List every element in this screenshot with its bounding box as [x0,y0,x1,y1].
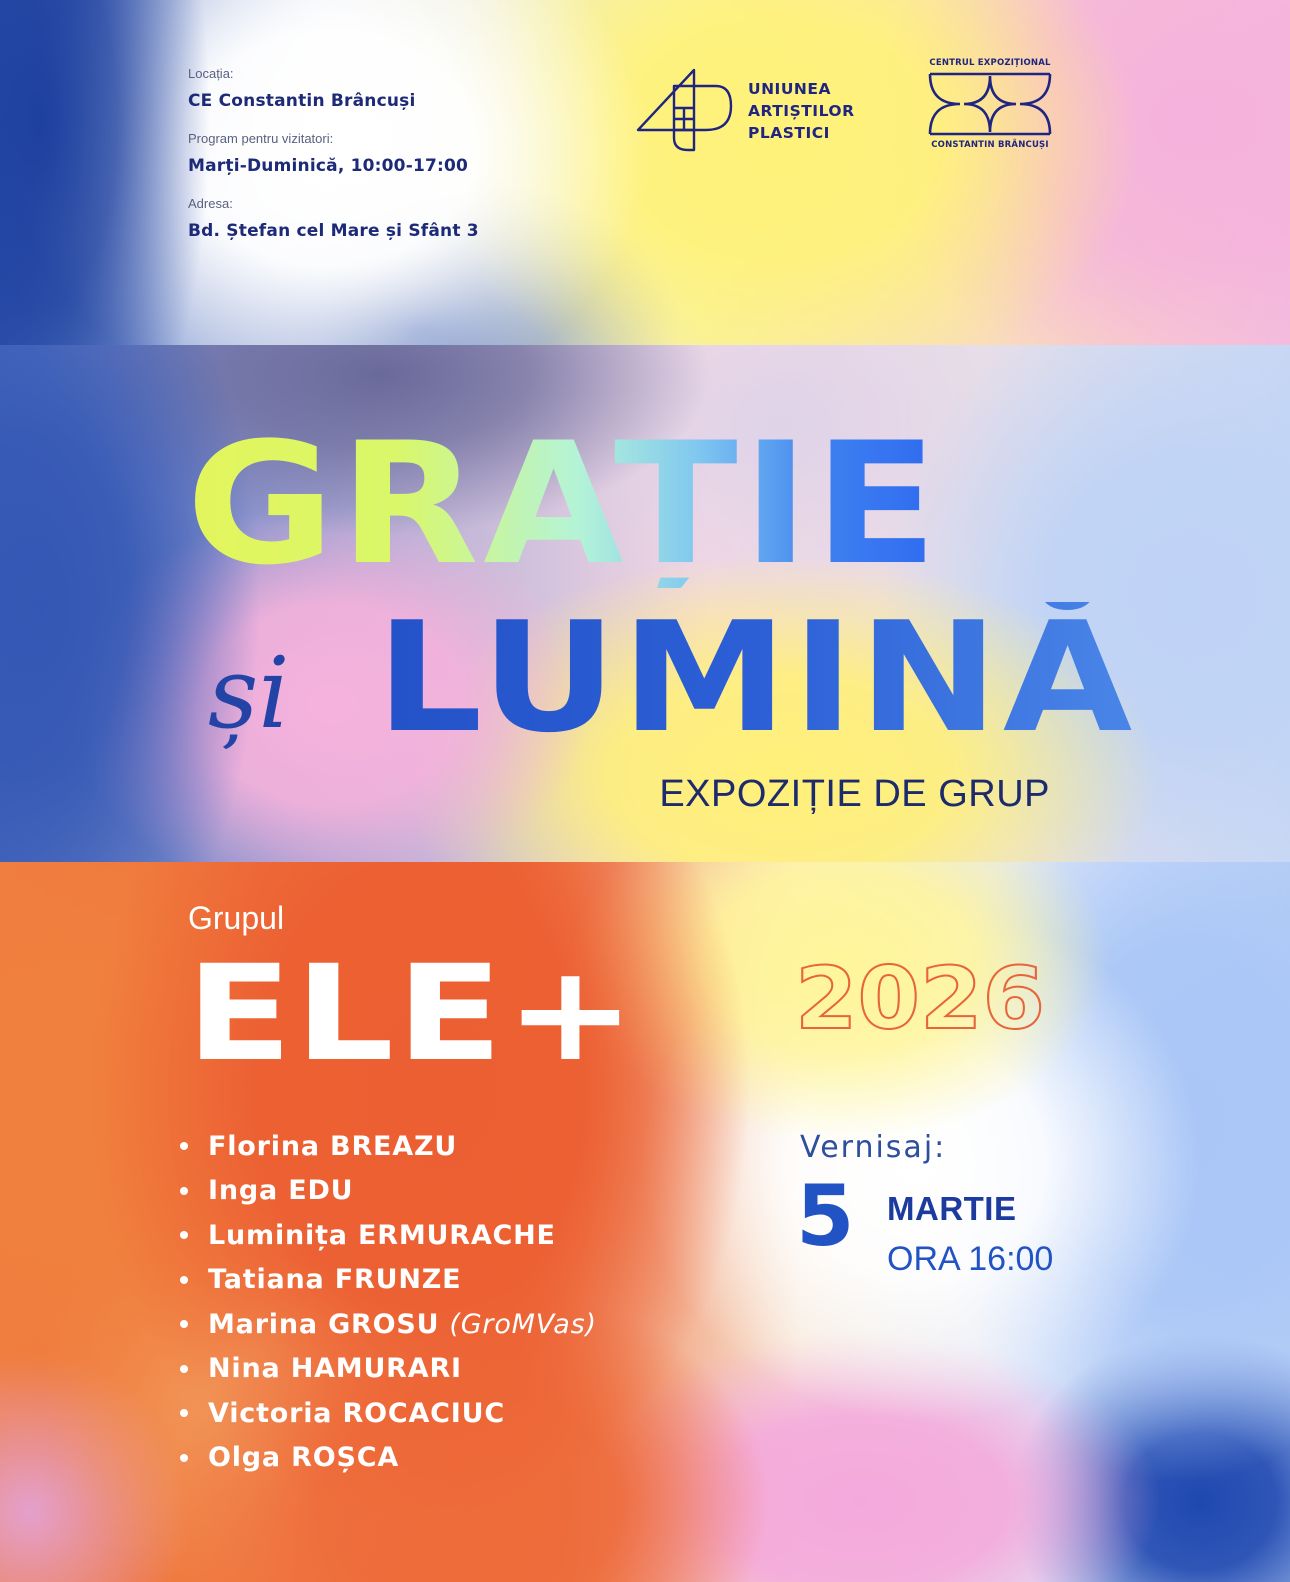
list-item [180,1169,597,1214]
exhibition-subtitle: EXPOZIȚIE DE GRUP [659,773,1050,815]
vernisaj-hour: ORA 16:00 [887,1240,1054,1278]
bullet-icon [180,1276,188,1284]
title-line-2: LUMINĂ [376,589,1137,766]
uap-line-3: PLASTICI [748,124,830,142]
address-value: Bd. Ștefan cel Mare și Sfânt 3 [188,221,479,241]
list-item [180,1302,597,1347]
bullet-icon [180,1187,188,1195]
list-item [180,1124,597,1169]
list-item [180,1436,597,1481]
uap-line-2: ARTIȘTILOR [748,102,855,120]
location-value: CE Constantin Brâncuși [188,91,416,111]
year-text: 2026 [795,958,1045,1038]
bullet-icon [180,1409,188,1417]
ceb-bottom-text: CONSTANTIN BRÂNCUȘI [931,140,1049,150]
group-name: ELE+ [186,937,639,1091]
list-item [180,1213,597,1258]
member-name: Nina HAMURARI [208,1353,462,1385]
details-band [0,862,1290,1582]
list-item [180,1347,597,1392]
header-band [0,0,1290,345]
event-year [795,958,1047,1038]
uap-monogram-icon [636,64,736,154]
member-name: Victoria ROCACIUC [208,1397,505,1429]
member-name: Marina GROSU [208,1308,440,1340]
uap-line-1: UNIUNEA [748,80,831,98]
member-name: Luminița ERMURACHE [208,1219,556,1251]
ceb-logo [925,58,1055,162]
uap-name [748,78,855,144]
list-item [180,1258,597,1303]
location-label: Locația: [188,66,234,81]
vernisaj-month: MARTIE [887,1190,1017,1227]
bullet-icon [180,1231,188,1239]
title-line-1: GRAȚIE [186,406,943,602]
member-alias: (GroMVas) [449,1308,597,1340]
bullet-icon [180,1320,188,1328]
ceb-star-frame-icon [928,70,1052,138]
list-item [180,1391,597,1436]
vernisaj-day: 5 [796,1167,855,1265]
schedule-label: Program pentru vizitatori: [188,131,334,146]
group-label: Grupul [188,900,285,936]
vernisaj-label: Vernisaj: [800,1130,947,1165]
uap-logo [636,64,876,154]
member-list [180,1124,597,1480]
bullet-icon [180,1365,188,1373]
member-name: Inga EDU [208,1175,354,1207]
title-band [0,345,1290,862]
member-name: Florina BREAZU [208,1130,458,1162]
title-connector: și [208,637,290,751]
bullet-icon [180,1454,188,1462]
member-name: Olga ROȘCA [208,1442,400,1474]
schedule-value: Marți-Duminică, 10:00-17:00 [188,156,469,176]
bullet-icon [180,1142,188,1150]
member-name: Tatiana FRUNZE [208,1264,462,1296]
ceb-top-text: CENTRUL EXPOZIȚIONAL [929,58,1051,68]
address-label: Adresa: [188,196,233,211]
venue-info [188,66,479,261]
